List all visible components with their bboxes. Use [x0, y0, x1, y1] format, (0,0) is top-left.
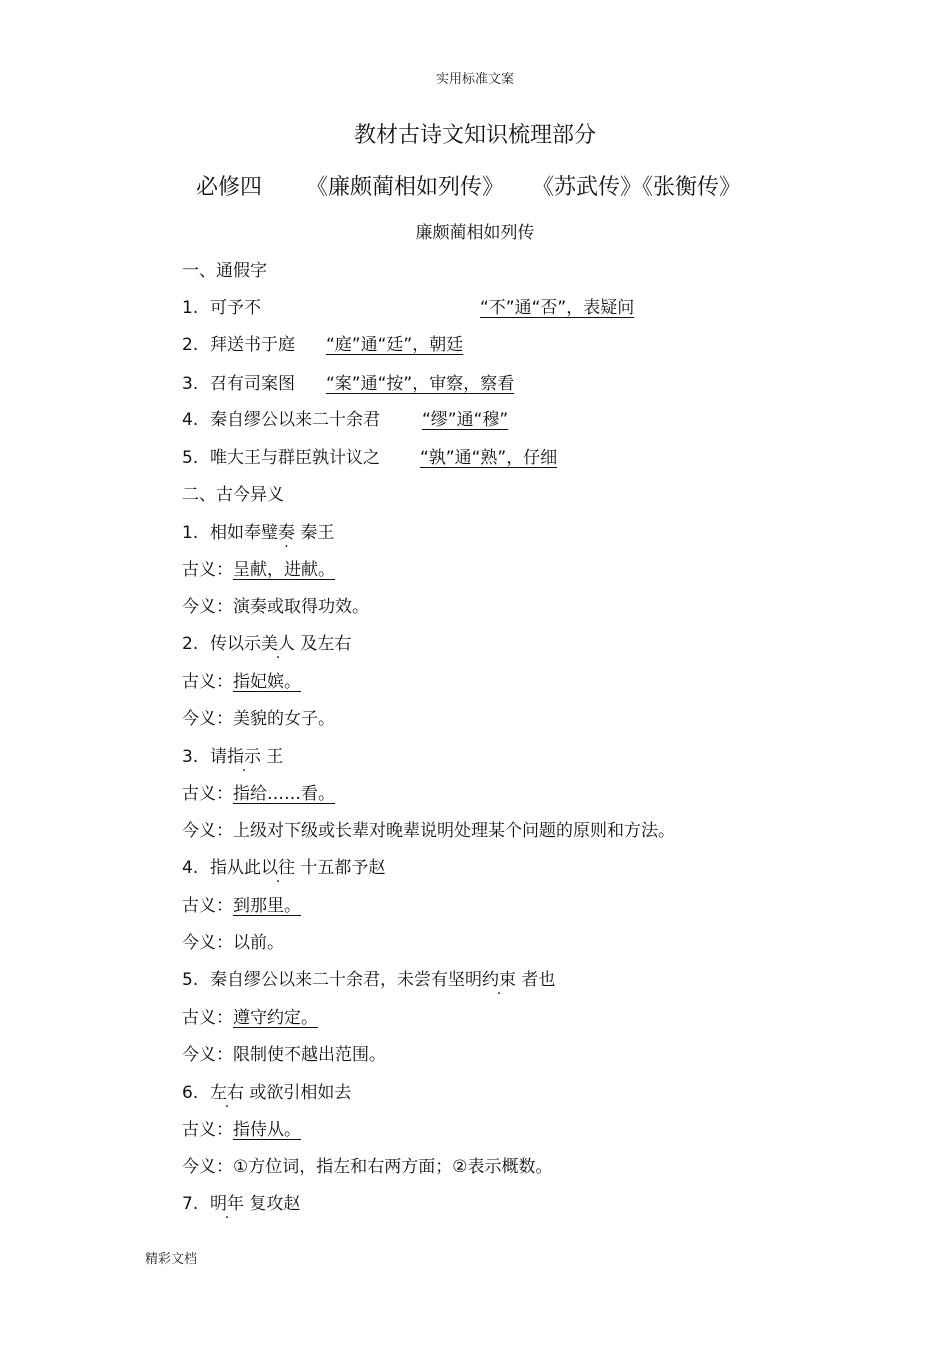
- document-subtitle: [196, 170, 741, 201]
- subtitle-book-3: 《张衡传》: [642, 175, 742, 200]
- s2-jin-3: 今义：上级对下级或长辈对晚辈说明处理某个问题的原则和方法。: [182, 821, 675, 841]
- s2-gu-2: 古义：指妃嫔。: [182, 672, 301, 692]
- s2-gu-3: 古义：指给……看。: [182, 784, 335, 804]
- s1-item-5: 5. 唯大王与群臣孰计议之: [182, 448, 380, 468]
- subtitle-book-2: 《苏武传》: [532, 175, 643, 200]
- s2-item-1: 1. 相如奉璧奏 秦王: [182, 523, 335, 543]
- s1-answer-4: “缪”通“穆”: [422, 410, 509, 430]
- s2-gu-5: 古义：遵守约定。: [182, 1008, 318, 1028]
- s1-answer-3: “案”通“按”，审察，察看: [326, 374, 515, 394]
- s1-answer-2: “庭”通“廷”，朝廷: [326, 335, 464, 355]
- s2-jin-4: 今义：以前。: [182, 933, 284, 953]
- s1-answer-1: “不”通“否”，表疑问: [480, 298, 635, 318]
- s2-item-2: 2. 传以示美人 及左右: [182, 634, 352, 654]
- s2-item-4: 4. 指从此以往 十五都予赵: [182, 858, 386, 878]
- s2-heading: 二、古今异义: [182, 485, 284, 505]
- s1-item-2: 2. 拜送书于庭: [182, 335, 295, 355]
- s2-gu-1: 古义：呈献，进献。: [182, 560, 335, 580]
- s2-gu-6: 古义：指侍从。: [182, 1120, 301, 1140]
- document-title: 教材古诗文知识梳理部分: [353, 123, 596, 148]
- page-footer: 精彩文档: [145, 1252, 198, 1267]
- section-title: 廉颇蔺相如列传: [415, 223, 535, 243]
- subtitle-part: 必修四: [196, 175, 263, 200]
- s2-gu-4: 古义：到那里。: [182, 896, 301, 916]
- s1-item-3: 3. 召有司案图: [182, 374, 295, 394]
- s1-answer-5: “孰”通“熟”，仔细: [420, 448, 558, 468]
- s2-item-7: 7. 明年 复攻赵: [182, 1194, 301, 1214]
- s2-item-3: 3. 请指示 王: [182, 747, 284, 767]
- s1-item-4: 4. 秦自缪公以来二十余君: [182, 410, 380, 430]
- s1-heading: 一、通假字: [182, 261, 267, 281]
- page-header: 实用标准文案: [435, 72, 514, 87]
- subtitle-book-1: 《廉颇蔺相如列传》: [306, 175, 505, 200]
- s2-jin-5: 今义：限制使不越出范围。: [182, 1045, 386, 1065]
- s2-item-5: 5. 秦自缪公以来二十余君，未尝有坚明约束 者也: [182, 970, 556, 990]
- s1-item-1: 1. 可予不: [182, 298, 261, 318]
- s2-jin-2: 今义：美貌的女子。: [182, 709, 335, 729]
- s2-jin-1: 今义：演奏或取得功效。: [182, 597, 369, 617]
- s2-jin-6: 今义：①方位词，指左和右两方面；②表示概数。: [182, 1157, 553, 1177]
- s2-item-6: 6. 左右 或欲引相如去: [182, 1083, 352, 1103]
